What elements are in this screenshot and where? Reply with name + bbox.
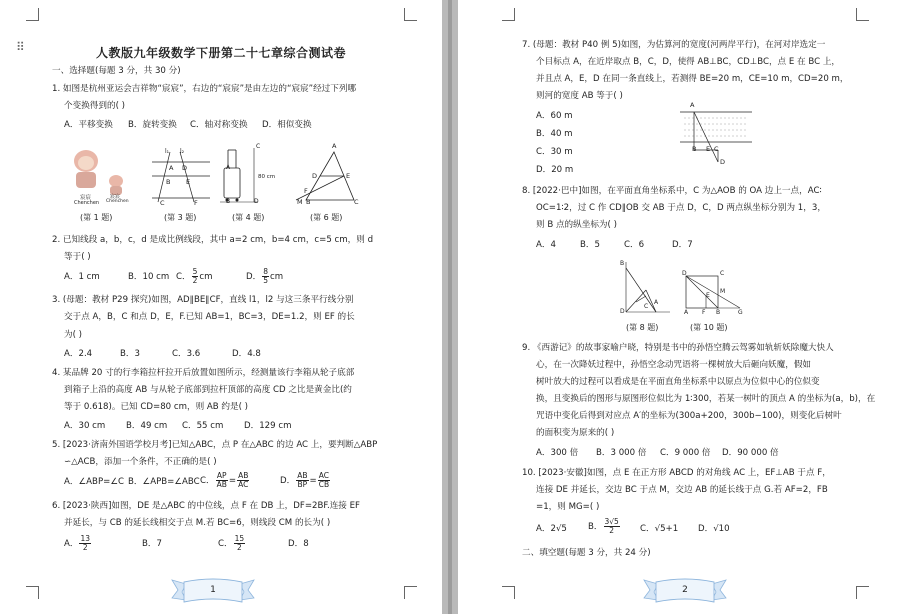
page-number: 1 [210,585,216,595]
figure-q3 [152,148,212,206]
fig-label: D [682,270,687,277]
q3-line3: 为( ) [64,330,83,340]
option-prefix: D． [280,476,296,486]
q9-option-a: A．300 倍 [536,448,579,458]
equals-sign: = [309,476,317,486]
q10-option-c: C．√5+1 [640,524,679,534]
q1-option-a: A．平移变换 [64,120,113,130]
numerator: 8 [263,267,268,276]
q3-option-b: B．3 [120,349,140,359]
q5-option-c [200,471,250,491]
q10-line2: 连接 DE 并延长，交边 BC 于点 M，交边 AB 的延长线于点 G.若 AF=2，FB [536,485,828,495]
q6-option-a [64,534,92,554]
crop-mark [26,586,39,599]
numerator: 13 [80,534,91,543]
option-prefix: D． [246,272,262,282]
fig-label: E [346,172,351,180]
q10-option-a: A．2√5 [536,524,567,534]
numerator: AC [318,471,330,480]
q8-option-d: D．7 [672,240,693,250]
q7-line4: 则河的宽度 AB 等于( ) [536,91,623,101]
fraction [192,268,199,285]
mascot-label-en: Chenchen [74,200,100,206]
q4-line1: 4. 某品牌 20 寸的行李箱拉杆拉开后放置如图所示，经测量该行李箱从轮子底部 [52,368,355,378]
fig-label: C [644,303,649,310]
page-1 [0,0,442,614]
fraction [237,472,249,489]
option-prefix: C． [200,476,215,486]
q3-line2: 交于点 A，B，C 和点 D，E，F.已知 AB=1，BC=3，DE=1.2，则 EF 的长 [64,312,355,322]
q9-line6: 的面积变为原来的( ) [536,428,615,438]
q4-option-c: C．55 cm [182,421,224,431]
q7-option-d: D．20 m [536,165,574,175]
fraction [604,518,620,535]
mascot-label-en: Chenchen [106,199,129,204]
crop-mark [404,8,417,21]
fig-label: l₂ [180,148,185,155]
page-2 [458,0,912,614]
crop-mark [26,8,39,21]
fig-label: F [304,187,308,195]
q4-option-b: B．49 cm [126,421,168,431]
q9-line2: 心，在一次降妖过程中，孙悟空念动咒语将一棵树放大后砸向妖魔，假如 [536,360,812,370]
q3-option-d: D．4.8 [232,349,261,359]
q4-option-d: D．129 cm [244,421,292,431]
q9-line5: 咒语中变化后得到对应点 A′的坐标为(300a+200，300b−100)，则变化后树叶 [536,411,842,421]
q9-line1: 9. 《西游记》的故事家喻户晓，特别是书中的孙悟空腾云驾雾如轨斩妖除魔大快人 [522,343,834,353]
figure-caption: (第 4 题) [232,213,265,222]
fraction [318,472,330,489]
option-prefix: C． [218,539,233,549]
q6-option-b: B．7 [142,539,162,549]
fig-label: l₁ [165,148,170,155]
option-unit: cm [199,272,213,282]
q4-line2: 到箱子上沿的高度 AB 与从轮子底部到拉杆顶部的高度 CD 之比是黄金比(约 [64,385,352,395]
numerator: AP [216,471,227,480]
q3-option-c: C．3.6 [172,349,201,359]
fig-label: D [254,198,259,205]
q1-option-d: D．相似变换 [262,120,312,130]
section-heading: 二、填空题(每题 3 分，共 24 分) [522,548,651,558]
fig-label: A [690,101,695,109]
q5-line2: ∽△ACB，添加一个条件，不正确的是( ) [64,457,217,467]
q4-option-a: A．30 cm [64,421,106,431]
q1-line2: 个变换得到的( ) [64,101,125,111]
fig-label: D [620,308,625,315]
fig-label: E [706,292,710,299]
page-gutter [442,0,458,614]
figure-caption: (第 8 题) [626,323,659,332]
q5-option-b: B．∠APB=∠ABC [128,477,200,487]
numerator: 3√5 [604,517,619,526]
fig-label: A [684,309,689,316]
q7-line2: 个目标点 A，在近岸取点 B，C，D，使得 AB⊥BC，CD⊥BC，点 E 在 BC 上， [536,57,841,67]
mascot-figure [66,145,136,207]
fig-label: D [312,172,318,180]
fig-label: B [306,198,311,206]
denominator: 2 [82,543,88,552]
q8-option-c: C．6 [624,240,645,250]
crop-mark [502,8,515,21]
fig-label: A [226,164,231,171]
q2-option-a: A．1 cm [64,272,100,282]
crop-mark [502,586,515,599]
option-unit: cm [270,272,284,282]
fig-label: M [720,288,726,295]
figure-q7 [680,104,752,168]
numerator: AB [238,471,249,480]
fig-label: G [738,309,743,316]
figure-caption: (第 3 题) [164,213,197,222]
fig-label: E [186,178,191,186]
q3-option-a: A．2.4 [64,349,93,359]
q8-option-a: A．4 [536,240,556,250]
q7-line1: 7. (母题：教材 P40 例 5)如图，为估算河的宽度(河两岸平行)，在河对岸选定一 [522,40,826,50]
q6-option-d: D．8 [288,539,309,549]
q1-option-b: B．旋转变换 [128,120,177,130]
crop-mark [856,586,869,599]
denominator: BP [297,480,308,489]
denominator: 2 [236,543,242,552]
q7-option-a: A．60 m [536,111,573,121]
fraction [296,472,308,489]
fraction [216,472,228,489]
denominator: AC [238,480,249,489]
fig-label: A [169,164,174,172]
crop-mark [404,586,417,599]
fig-label: C [714,145,719,153]
fig-label: M [297,198,303,206]
q9-line3: 树叶放大的过程可以看成是在平面直角坐标系中以原点为位似中心的位似变 [536,377,820,387]
fig-label: A [654,299,659,306]
numerator: AB [297,471,308,480]
q10-option-b [588,517,621,537]
fig-label: B [692,145,697,153]
fig-label: B [226,198,231,205]
q5-option-d [280,471,331,491]
q1-option-c: C．轴对称变换 [190,120,248,130]
q6-line2: 并延长，与 CB 的延长线相交于点 M.若 BC=6，则线段 CM 的长为( ) [64,518,331,528]
q8-line3: 则 B 点的纵坐标为( ) [536,220,617,230]
q7-option-c: C．30 m [536,147,573,157]
fraction [79,535,91,552]
equals-sign: = [228,476,237,486]
q2-line2: 等于( ) [64,252,91,262]
fig-label: C [160,199,165,207]
q5-option-a: A．∠ABP=∠C [64,477,125,487]
q10-line1: 10. [2023·安徽]如图，点 E 在正方形 ABCD 的对角线 AC 上，EF⊥AB 于点 F， [522,468,831,478]
fig-label: A [332,142,337,150]
q7-line3: 并且点 A，E，D 在同一条直线上，若测得 BE=20 m，CE=10 m，CD=20 m， [536,74,849,84]
q8-option-b: B．5 [580,240,600,250]
option-prefix: C． [176,272,191,282]
figure-caption: (第 1 题) [80,213,113,222]
q3-line1: 3. (母题：教材 P29 探究)如图，AD∥BE∥CF，直线 l1，l2 与这三条平行线分别 [52,295,354,305]
page-number: 2 [682,585,688,595]
q2-option-b: B．10 cm [128,272,170,282]
fig-label: C [256,143,261,150]
page-title: 人教版九年级数学下册第二十七章综合测试卷 [95,46,346,60]
fraction [262,268,269,285]
fig-label: F [194,199,198,207]
q8-line1: 8. [2022·巴中]如图，在平面直角坐标系中，C 为△AOB 的 OA 边上一点，AC∶ [522,186,822,196]
q1-line1: 1. 如图是杭州亚运会吉祥物“宸宸”，右边的“宸宸”是由左边的“宸宸”经过下列哪 [52,84,357,94]
crop-mark [856,8,869,21]
fig-label: B [620,260,625,267]
drag-handle-icon[interactable]: ⠿ [16,40,26,54]
q2-line1: 2. 已知线段 a，b，c，d 是成比例线段，其中 a=2 cm，b=4 cm，c=5 cm，则 d [52,235,374,245]
denominator: AB [216,480,227,489]
q9-option-d: D．90 000 倍 [722,448,779,458]
fig-label: D [182,164,188,172]
q8-line2: OC=1∶2，过 C 作 CD∥OB 交 AB 于点 D，C，D 两点纵坐标分别为 1，3， [536,203,826,213]
q9-line4: 换，且变换后的图形与原图形位似比为 1∶300，若某一树叶的顶点 A 的坐标为(a，b)，在 [536,394,876,404]
q9-option-c: C．9 000 倍 [660,448,711,458]
fig-label: D [720,158,726,166]
fig-label: B [166,178,171,186]
q2-option-c [176,267,213,287]
q2-option-d [246,267,283,287]
fig-label: 80 cm [258,174,276,180]
q10-option-d: D．√10 [698,524,730,534]
option-prefix: B． [588,522,603,532]
q7-option-b: B．40 m [536,129,573,139]
fig-label: F [702,309,706,316]
numerator: 5 [192,267,198,276]
fig-label: C [720,270,725,277]
figure-caption: (第 10 题) [690,323,728,332]
q10-line3: =1，则 MG=( ) [536,502,600,512]
scrollbar-track[interactable] [448,0,452,614]
fig-label: C [354,198,359,206]
denominator: 2 [609,526,615,535]
q9-option-b: B．3 000 倍 [596,448,647,458]
option-prefix: A． [64,539,79,549]
fig-label: E [706,145,711,153]
denominator: CB [318,480,330,489]
figure-q10 [682,266,742,312]
q4-line3: 等于 0.618)。已知 CD=80 cm，则 AB 约是( ) [64,402,249,412]
numerator: 15 [234,534,245,543]
q6-line1: 6. [2023·陕西]如图，DE 是△ABC 的中位线，点 F 在 DB 上，DF=2BF.连接 EF [52,501,360,511]
denominator: 2 [192,276,198,285]
mascot-label: 宸宸 [80,195,92,201]
q6-option-c [218,534,246,554]
mascot-label: 宸宸 [110,194,121,200]
fig-label: B [716,309,721,316]
figure-caption: (第 6 题) [310,213,343,222]
section-heading: 一、选择题(每题 3 分，共 30 分) [52,66,181,76]
fraction [234,535,246,552]
q5-line1: 5. [2023·济南外国语学校月考]已知△ABC，点 P 在△ABC 的边 AC 上，要判断△ABP [52,440,378,450]
denominator: 5 [263,276,268,285]
